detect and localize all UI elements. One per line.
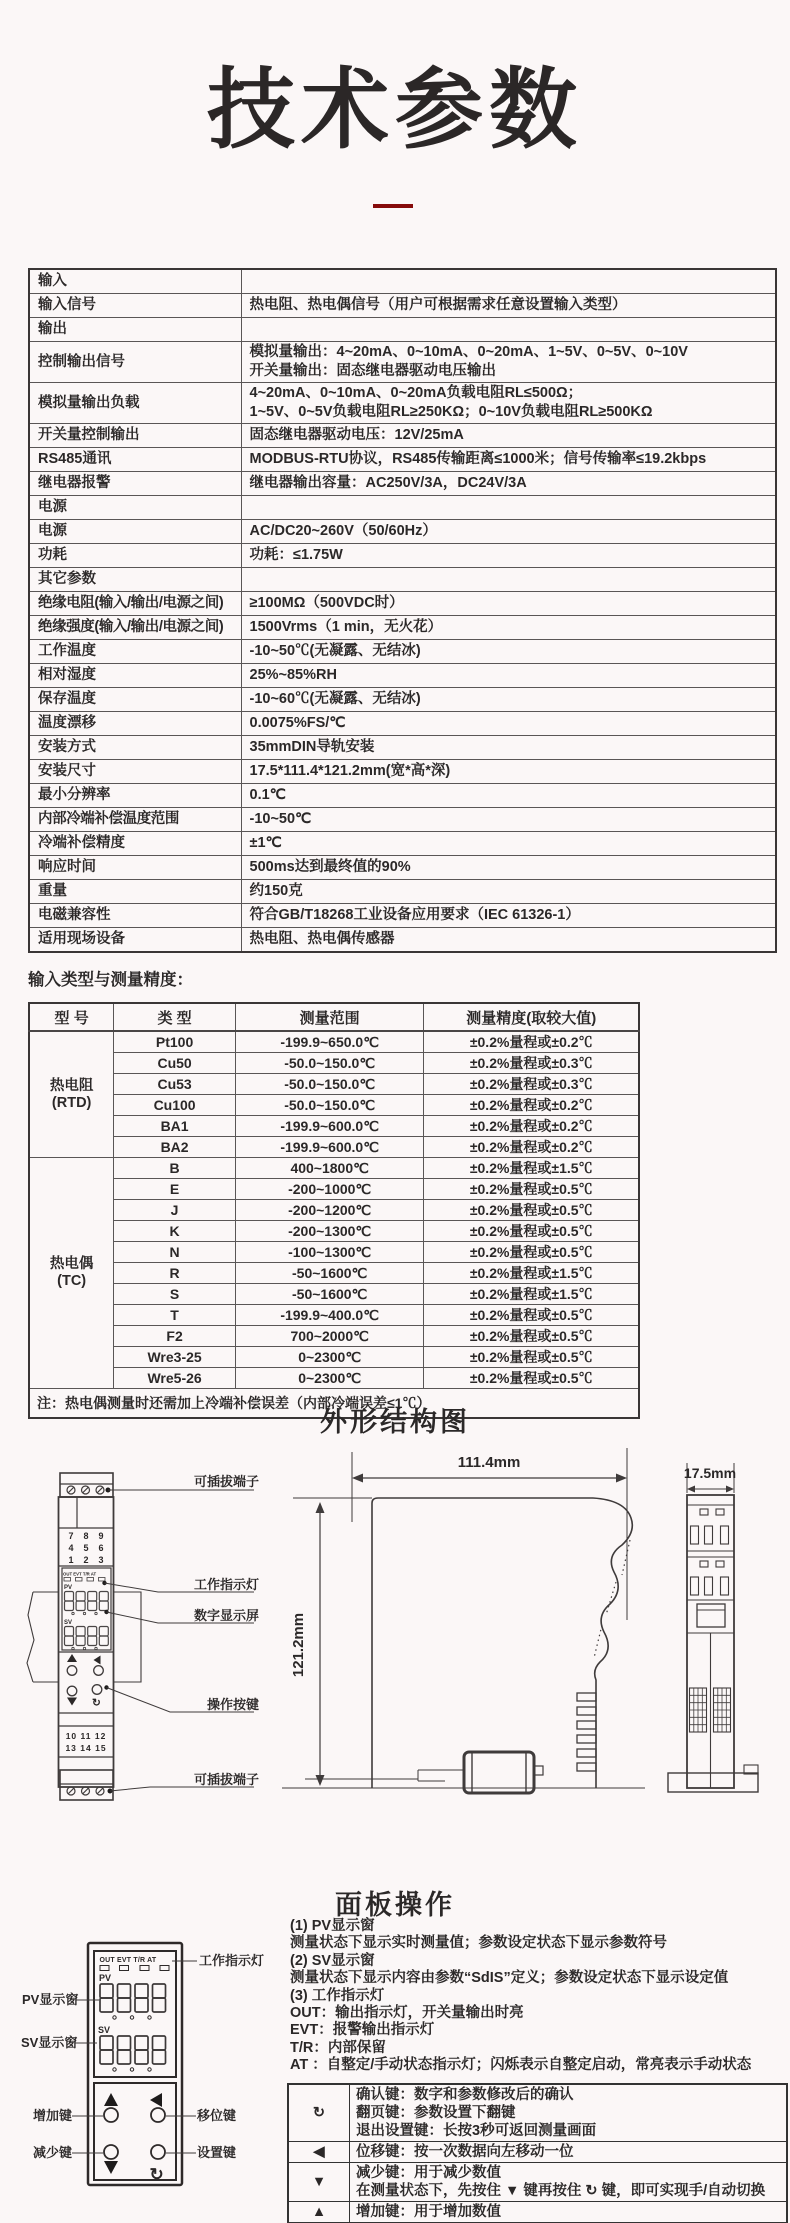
- spec-row: [29, 318, 776, 342]
- spec-value-line: 1500Vrms（1 min，无火花）: [249, 619, 443, 635]
- panel-note-line: 测量状态下显示实时测量值；参数设定状态下显示参数符号: [290, 1935, 667, 1952]
- spec-table: [28, 268, 777, 953]
- key-description-line: 在测量状态下，先按住 ▼ 键再按住 ↻ 键，即可实现手/自动切换: [356, 2183, 766, 2199]
- spec-label: RS485通讯: [29, 448, 241, 472]
- svg-text:6: 6: [98, 1543, 104, 1553]
- spec-label: 电源: [29, 520, 241, 544]
- label-shift-key: 移位键: [197, 2108, 237, 2123]
- model-name: 热电偶: [49, 1256, 94, 1272]
- increase-key-icon: [104, 2093, 118, 2106]
- sensor-type-cell: K: [114, 1221, 236, 1242]
- svg-text:10 11 12: 10 11 12: [65, 1731, 107, 1741]
- spec-label: 其它参数: [29, 568, 241, 592]
- spec-row: [29, 520, 776, 544]
- spec-row: [29, 592, 776, 616]
- spec-value-line: 开关量输出：固态继电器驱动电压输出: [249, 363, 496, 379]
- key-description-line: 位移键：按一次数据向左移动一位: [356, 2144, 574, 2160]
- spec-value-line: 0.1℃: [249, 787, 286, 803]
- spec-value-line: 约150克: [249, 883, 303, 899]
- label-panel-work-light: 工作指示灯: [199, 1953, 265, 1968]
- range-cell: -50.0~150.0℃: [235, 1053, 424, 1074]
- label-set-key: 设置键: [197, 2145, 237, 2160]
- model-abbr: (RTD): [51, 1094, 92, 1111]
- spec-row: [29, 712, 776, 736]
- spec-value-line: AC/DC20~260V（50/60Hz）: [249, 523, 437, 539]
- panel-sv-display: [100, 2036, 166, 2064]
- accuracy-table-caption: 输入类型与测量精度：: [28, 971, 193, 989]
- spec-value: [241, 520, 776, 544]
- panel-diagram: [0, 1940, 280, 2190]
- key-row: [288, 2163, 787, 2202]
- key-description-line: 退出设置键：长按3秒可返回测量画面: [356, 2123, 597, 2139]
- spec-value: [241, 342, 776, 383]
- label-work-light: 工作指示灯: [194, 1577, 260, 1592]
- title-underline-dash: [373, 204, 413, 208]
- accuracy-model-cell: [29, 1158, 114, 1389]
- decrease-key-icon: [104, 2161, 118, 2174]
- accuracy-header: 测量范围: [235, 1003, 424, 1031]
- spec-label: 电磁兼容性: [29, 904, 241, 928]
- accuracy-cell: ±0.2%量程或±1.5℃: [424, 1263, 639, 1284]
- range-cell: -50.0~150.0℃: [235, 1095, 424, 1116]
- front-sv-display: [65, 1627, 109, 1646]
- accuracy-cell: ±0.2%量程或±1.5℃: [424, 1158, 639, 1179]
- spec-value-line: MODBUS-RTU协议，RS485传输距离≤1000米；信号传输率≤19.2kbps: [249, 451, 707, 467]
- panel-operation-notes: [290, 1918, 790, 2075]
- key-row: [288, 2084, 787, 2142]
- spec-label: 安装尺寸: [29, 760, 241, 784]
- accuracy-cell: ±0.2%量程或±0.2℃: [424, 1031, 639, 1053]
- spec-label: 功耗: [29, 544, 241, 568]
- spec-label: 绝缘强度(输入/输出/电源之间): [29, 616, 241, 640]
- range-cell: -200~1300℃: [235, 1221, 424, 1242]
- spec-value: [241, 544, 776, 568]
- spec-row: [29, 342, 776, 383]
- front-loop-key-icon: ↻: [92, 1697, 101, 1709]
- spec-value-line: 功耗：≤1.75W: [249, 547, 343, 563]
- label-operation-keys: 操作按键: [207, 1697, 260, 1712]
- svg-text:4: 4: [68, 1543, 74, 1553]
- side-view: [282, 1448, 645, 1793]
- panel-note-line: EVT：报警输出指示灯: [290, 2022, 435, 2039]
- spec-label: 响应时间: [29, 856, 241, 880]
- spec-label: 温度漂移: [29, 712, 241, 736]
- accuracy-row: [29, 1221, 639, 1242]
- spec-value: [241, 592, 776, 616]
- panel-pv-label: PV: [99, 1973, 112, 1983]
- range-cell: -200~1200℃: [235, 1200, 424, 1221]
- spec-value: [241, 784, 776, 808]
- spec-row: [29, 383, 776, 424]
- accuracy-row: [29, 1326, 639, 1347]
- spec-value: [241, 928, 776, 953]
- accuracy-row: [29, 1263, 639, 1284]
- panel-pv-display: [100, 1984, 166, 2012]
- accuracy-row: [29, 1137, 639, 1158]
- sensor-type-cell: N: [114, 1242, 236, 1263]
- decrease-key-icon: ▼: [288, 2163, 350, 2202]
- spec-row: [29, 760, 776, 784]
- spec-label: 电源: [29, 496, 241, 520]
- sensor-type-cell: F2: [114, 1326, 236, 1347]
- accuracy-row: [29, 1305, 639, 1326]
- accuracy-cell: ±0.2%量程或±0.2℃: [424, 1137, 639, 1158]
- accuracy-row: [29, 1179, 639, 1200]
- panel-note-line: (3) 工作指示灯: [290, 1987, 385, 2004]
- spec-value-line: -10~60℃(无凝露、无结冰): [249, 691, 421, 707]
- sensor-type-cell: J: [114, 1200, 236, 1221]
- spec-label: 冷端补偿精度: [29, 832, 241, 856]
- spec-row: [29, 736, 776, 760]
- spec-value: [241, 736, 776, 760]
- accuracy-header: 型 号: [29, 1003, 114, 1031]
- accuracy-cell: ±0.2%量程或±1.5℃: [424, 1284, 639, 1305]
- panel-note-line: OUT：输出指示灯，开关量输出时亮: [290, 2005, 524, 2022]
- shift-left-key-icon: ◀: [288, 2142, 350, 2163]
- spec-row: [29, 294, 776, 318]
- sensor-type-cell: Wre5-26: [114, 1368, 236, 1389]
- spec-value-line: 模拟量输出：4~20mA、0~10mA、0~20mA、1~5V、0~5V、0~10V: [249, 344, 688, 360]
- spec-value-line: 热电阻、热电偶信号（用户可根据需求任意设置输入类型）: [249, 297, 627, 313]
- svg-text:9: 9: [98, 1531, 104, 1541]
- spec-value-line: -10~50℃(无凝露、无结冰): [249, 643, 421, 659]
- accuracy-row: [29, 1031, 639, 1053]
- front-terminal-numbers: [65, 1531, 106, 1753]
- spec-row: [29, 616, 776, 640]
- dim-height-label: 121.2mm: [290, 1612, 307, 1678]
- accuracy-cell: ±0.2%量程或±0.2℃: [424, 1116, 639, 1137]
- range-cell: -200~1000℃: [235, 1179, 424, 1200]
- key-row: [288, 2142, 787, 2163]
- spec-value: [241, 318, 776, 342]
- up-arrow-icon: [67, 1654, 77, 1662]
- spec-value-line: 1~5V、0~5V负载电阻RL≥250KΩ；0~10V负载电阻RL≥500KΩ: [249, 404, 653, 420]
- key-description-line: 确认键：数字和参数修改后的确认: [356, 2087, 574, 2103]
- sensor-type-cell: Cu50: [114, 1053, 236, 1074]
- accuracy-cell: ±0.2%量程或±0.3℃: [424, 1053, 639, 1074]
- spec-value: [241, 880, 776, 904]
- panel-note-line: 测量状态下显示内容由参数“SdIS”定义；参数设定状态下显示设定值: [290, 1970, 729, 1987]
- label-sv-window: SV显示窗: [21, 2035, 78, 2050]
- spec-row: [29, 640, 776, 664]
- spec-row: [29, 472, 776, 496]
- accuracy-cell: ±0.2%量程或±0.5℃: [424, 1326, 639, 1347]
- accuracy-row: [29, 1158, 639, 1179]
- key-description-line: 增加键：用于增加数值: [356, 2204, 501, 2220]
- spec-value: [241, 664, 776, 688]
- key-row: [288, 2202, 787, 2223]
- label-decrease-key: 减少键: [33, 2145, 73, 2160]
- accuracy-cell: ±0.2%量程或±0.2℃: [424, 1095, 639, 1116]
- panel-sv-label: SV: [98, 2025, 111, 2035]
- svg-text:2: 2: [83, 1555, 89, 1565]
- accuracy-row: [29, 1116, 639, 1137]
- range-cell: -199.9~600.0℃: [235, 1116, 424, 1137]
- svg-text:13 14 15: 13 14 15: [65, 1743, 107, 1753]
- spec-label: 绝缘电阻(输入/输出/电源之间): [29, 592, 241, 616]
- spec-row: [29, 424, 776, 448]
- svg-text:1: 1: [68, 1555, 74, 1565]
- svg-text:5: 5: [83, 1543, 89, 1553]
- accuracy-cell: ±0.2%量程或±0.5℃: [424, 1221, 639, 1242]
- spec-value: [241, 640, 776, 664]
- accuracy-row: [29, 1200, 639, 1221]
- spec-label: 输出: [29, 318, 241, 342]
- spec-value-line: ≥100MΩ（500VDC时）: [249, 595, 404, 611]
- label-plug-terminal-bottom: 可插拔端子: [194, 1772, 260, 1787]
- shift-key-icon: [150, 2093, 162, 2107]
- sensor-type-cell: BA2: [114, 1137, 236, 1158]
- spec-label: 保存温度: [29, 688, 241, 712]
- increase-key-icon: ▲: [288, 2202, 350, 2223]
- spec-row: [29, 568, 776, 592]
- label-plug-terminal-top: 可插拔端子: [194, 1474, 260, 1489]
- spec-row: [29, 832, 776, 856]
- spec-row: [29, 269, 776, 294]
- accuracy-cell: ±0.2%量程或±0.5℃: [424, 1179, 639, 1200]
- spec-value: [241, 688, 776, 712]
- accuracy-cell: ±0.2%量程或±0.5℃: [424, 1347, 639, 1368]
- spec-value: [241, 448, 776, 472]
- spec-row: [29, 448, 776, 472]
- key-description: [350, 2163, 788, 2202]
- range-cell: -50~1600℃: [235, 1284, 424, 1305]
- spec-value: [241, 269, 776, 294]
- spec-row: [29, 544, 776, 568]
- spec-row: [29, 808, 776, 832]
- label-digital-display: 数字显示屏: [194, 1608, 260, 1623]
- accuracy-cell: ±0.2%量程或±0.3℃: [424, 1074, 639, 1095]
- panel-note-line: (1) PV显示窗: [290, 1918, 375, 1934]
- sensor-type-cell: Pt100: [114, 1031, 236, 1053]
- key-description: [350, 2202, 788, 2223]
- spec-label: 相对湿度: [29, 664, 241, 688]
- accuracy-cell: ±0.2%量程或±0.5℃: [424, 1242, 639, 1263]
- accuracy-row: [29, 1368, 639, 1389]
- accuracy-header: 测量精度(取较大值): [424, 1003, 639, 1031]
- accuracy-row: [29, 1284, 639, 1305]
- accuracy-row: [29, 1095, 639, 1116]
- spec-value: [241, 616, 776, 640]
- key-function-table: [287, 2083, 788, 2223]
- svg-text:7: 7: [68, 1531, 74, 1541]
- range-cell: 700~2000℃: [235, 1326, 424, 1347]
- left-arrow-icon: [94, 1656, 101, 1665]
- front-pv-display: [65, 1592, 109, 1611]
- front-sv-label: SV: [64, 1620, 73, 1626]
- spec-value: [241, 712, 776, 736]
- svg-text:8: 8: [83, 1531, 89, 1541]
- key-description: [350, 2084, 788, 2142]
- spec-value-line: 35mmDIN导轨安装: [249, 739, 375, 755]
- spec-row: [29, 904, 776, 928]
- spec-label: 重量: [29, 880, 241, 904]
- accuracy-cell: ±0.2%量程或±0.5℃: [424, 1200, 639, 1221]
- spec-label: 输入信号: [29, 294, 241, 318]
- key-description: [350, 2142, 788, 2163]
- dim-width-label: 111.4mm: [457, 1454, 521, 1471]
- sensor-type-cell: R: [114, 1263, 236, 1284]
- key-description-line: 翻页键：参数设置下翻键: [356, 2105, 516, 2121]
- spec-value-line: 热电阻、热电偶传感器: [249, 931, 395, 947]
- accuracy-row: [29, 1074, 639, 1095]
- sensor-type-cell: Wre3-25: [114, 1347, 236, 1368]
- dimension-arrows: [316, 1474, 628, 1787]
- spec-row: [29, 784, 776, 808]
- spec-value: [241, 496, 776, 520]
- spec-value: [241, 856, 776, 880]
- end-view: [668, 1463, 758, 1792]
- accuracy-row: [29, 1242, 639, 1263]
- spec-row: [29, 688, 776, 712]
- accuracy-cell: ±0.2%量程或±0.5℃: [424, 1368, 639, 1389]
- key-description-line: 减少键：用于减少数值: [356, 2165, 501, 2181]
- model-name: 热电阻: [49, 1077, 94, 1094]
- spec-label: 内部冷端补偿温度范围: [29, 808, 241, 832]
- front-indicator-labels: OUT EVT T/R AT: [63, 1571, 97, 1577]
- spec-value: [241, 424, 776, 448]
- spec-value-line: 符合GB/T18268工业设备应用要求（IEC 61326-1）: [249, 907, 580, 923]
- accuracy-note: 注：热电偶测量时还需加上冷端补偿误差（内部冷端误差≤1℃）: [29, 1389, 639, 1419]
- spec-value: [241, 760, 776, 784]
- spec-value: [241, 383, 776, 424]
- spec-value-line: 0.0075%FS/℃: [249, 715, 346, 731]
- spec-value-line: 25%~85%RH: [249, 667, 337, 683]
- sensor-type-cell: B: [114, 1158, 236, 1179]
- spec-value-line: 17.5*111.4*121.2mm(宽*高*深): [249, 763, 451, 779]
- spec-value: [241, 808, 776, 832]
- spec-row: [29, 664, 776, 688]
- spec-value: [241, 568, 776, 592]
- spec-value: [241, 832, 776, 856]
- din-clip: [464, 1752, 534, 1793]
- spec-label: 最小分辨率: [29, 784, 241, 808]
- range-cell: 400~1800℃: [235, 1158, 424, 1179]
- sensor-type-cell: E: [114, 1179, 236, 1200]
- spec-value: [241, 904, 776, 928]
- outline-structure-diagram: [0, 1440, 790, 1820]
- spec-label: 安装方式: [29, 736, 241, 760]
- confirm-page-loop-key-icon: ↻: [288, 2084, 350, 2142]
- dim-depth-label: 17.5mm: [683, 1465, 737, 1481]
- panel-note-line: AT ：自整定/手动状态指示灯；闪烁表示自整定启动，常亮表示手动状态: [290, 2057, 752, 2074]
- label-pv-window: PV显示窗: [22, 1992, 79, 2007]
- range-cell: -50.0~150.0℃: [235, 1074, 424, 1095]
- spec-row: [29, 928, 776, 953]
- spec-value: [241, 294, 776, 318]
- spec-label: 控制输出信号: [29, 342, 241, 383]
- spec-value-line: 继电器输出容量：AC250V/3A，DC24V/3A: [249, 475, 527, 491]
- spec-label: 继电器报警: [29, 472, 241, 496]
- spec-row: [29, 856, 776, 880]
- range-cell: -100~1300℃: [235, 1242, 424, 1263]
- panel-indicator-labels: OUT EVT T/R AT: [99, 1957, 157, 1964]
- spec-row: [29, 880, 776, 904]
- panel-note-line: (2) SV显示窗: [290, 1952, 375, 1969]
- label-increase-key: 增加键: [33, 2108, 73, 2123]
- sensor-type-cell: Cu53: [114, 1074, 236, 1095]
- range-cell: 0~2300℃: [235, 1347, 424, 1368]
- range-cell: 0~2300℃: [235, 1368, 424, 1389]
- range-cell: -199.9~400.0℃: [235, 1305, 424, 1326]
- spec-value-line: 4~20mA、0~10mA、0~20mA负载电阻RL≤500Ω；: [249, 385, 583, 401]
- spec-label: 输入: [29, 269, 241, 294]
- din-rail: [27, 1592, 141, 1682]
- spec-value: [241, 472, 776, 496]
- panel-section-title: 面板操作: [335, 1890, 455, 1920]
- sensor-type-cell: BA1: [114, 1116, 236, 1137]
- spec-label: 开关量控制输出: [29, 424, 241, 448]
- accuracy-header-row: [29, 1003, 639, 1031]
- front-pv-label: PV: [64, 1585, 73, 1591]
- spec-value-line: 500ms达到最终值的90%: [249, 859, 411, 875]
- set-key-loop-icon: ↻: [149, 2165, 164, 2184]
- spec-label: 工作温度: [29, 640, 241, 664]
- page-title: 技术参数: [206, 60, 583, 159]
- sensor-type-cell: S: [114, 1284, 236, 1305]
- sensor-type-cell: Cu100: [114, 1095, 236, 1116]
- spec-value-line: ±1℃: [249, 835, 282, 851]
- down-arrow-icon: [67, 1698, 77, 1706]
- accuracy-model-cell: [29, 1031, 114, 1158]
- spec-value-line: -10~50℃: [249, 811, 312, 827]
- accuracy-cell: ±0.2%量程或±0.5℃: [424, 1305, 639, 1326]
- accuracy-table: [28, 1002, 640, 1419]
- panel-note-line: T/R：内部保留: [290, 2039, 386, 2056]
- spec-row: [29, 496, 776, 520]
- range-cell: -199.9~600.0℃: [235, 1137, 424, 1158]
- range-cell: -199.9~650.0℃: [235, 1031, 424, 1053]
- sensor-type-cell: T: [114, 1305, 236, 1326]
- range-cell: -50~1600℃: [235, 1263, 424, 1284]
- accuracy-row: [29, 1347, 639, 1368]
- outline-section-title: 外形结构图: [320, 1407, 470, 1437]
- model-abbr: (TC): [57, 1273, 87, 1289]
- accuracy-header: 类 型: [114, 1003, 236, 1031]
- svg-text:3: 3: [98, 1555, 104, 1565]
- spec-label: 适用现场设备: [29, 928, 241, 953]
- spec-value-line: 固态继电器驱动电压：12V/25mA: [249, 427, 464, 443]
- accuracy-row: [29, 1053, 639, 1074]
- spec-label: 模拟量输出负载: [29, 383, 241, 424]
